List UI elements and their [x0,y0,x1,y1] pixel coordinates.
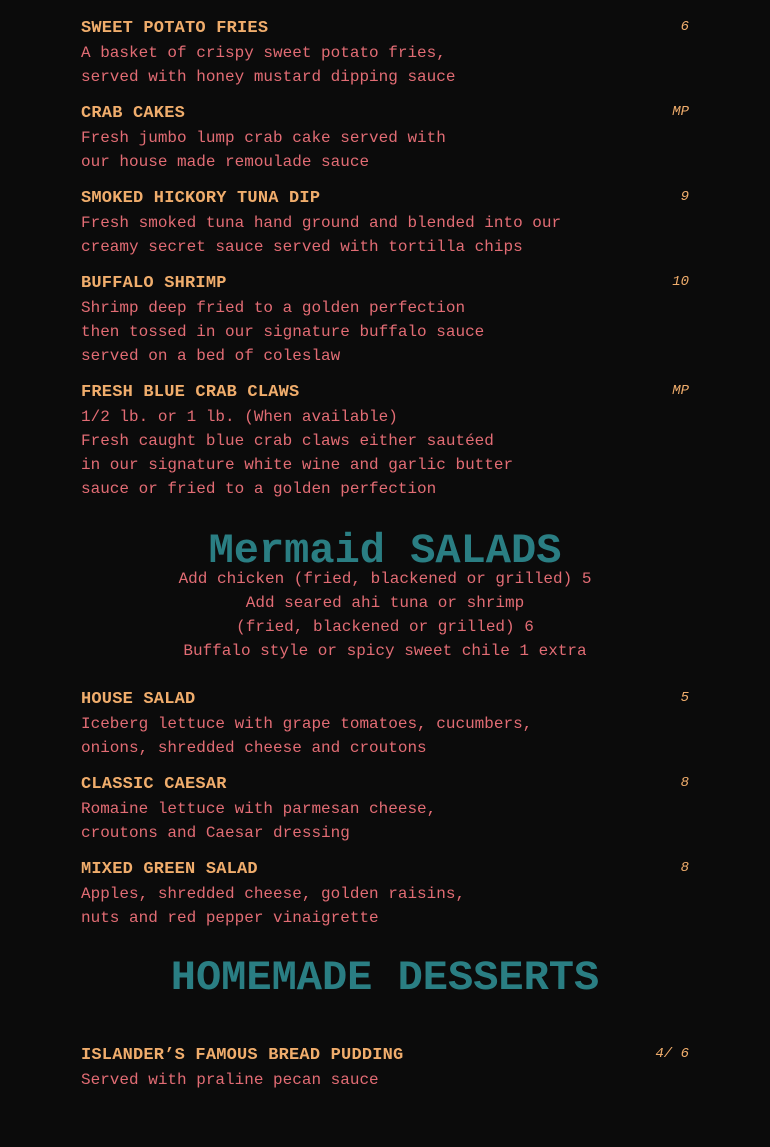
item-price: 8 [680,860,689,876]
menu-item-fresh-blue-crab-claws [81,381,689,501]
item-name: SWEET POTATO FRIES [81,19,269,38]
menu-item-buffalo-shrimp [81,272,689,368]
item-description: Iceberg lettuce with grape tomatoes, cucumbers, onions, shredded cheese and croutons [81,715,533,757]
menu-item-mixed-green-salad [81,858,689,930]
item-description: Served with praline pecan sauce [81,1071,379,1089]
section-title-salads: Mermaid SALADS [208,527,562,575]
item-description: Apples, shredded cheese, golden raisins, nuts and red pepper vinaigrette [81,885,466,927]
item-name: CLASSIC CAESAR [81,775,227,794]
item-description: A basket of crispy sweet potato fries, served with honey mustard dipping sauce [81,44,456,86]
menu-item-bread-pudding [81,1044,689,1092]
item-description: Fresh jumbo lump crab cake served with our house made remoulade sauce [81,129,446,171]
item-name: FRESH BLUE CRAB CLAWS [81,383,300,402]
menu-item-smoked-hickory-tuna-dip [81,187,689,259]
item-price: MP [672,104,689,120]
item-description: Shrimp deep fried to a golden perfection then tossed in our signature buffalo sauce served on a bed of coleslaw [81,299,485,365]
item-name: ISLANDER’S FAMOUS BREAD PUDDING [81,1046,404,1065]
item-price: 5 [680,690,689,706]
menu-item-sweet-potato-fries [81,17,689,89]
item-price: 6 [680,19,689,35]
item-description: 1/2 lb. or 1 lb. (When available) Fresh caught blue crab claws either sautéed in our signature white wine and garlic butter sauce or fried to a golden perfection [81,408,514,498]
menu [81,17,689,1105]
item-name: CRAB CAKES [81,104,186,123]
section-title-desserts: HOMEMADE DESSERTS [170,954,600,1002]
item-name: SMOKED HICKORY TUNA DIP [81,189,321,208]
menu-item-classic-caesar [81,773,689,845]
section-notes-salads: Add chicken (fried, blackened or grilled) 5 Add seared ahi tuna or shrimp (fried, blackened or grilled) 6 Buffalo style or spicy sweet chile 1 extra [178,570,592,660]
item-price: 8 [680,775,689,791]
item-price: 10 [672,274,689,290]
menu-item-house-salad [81,688,689,760]
item-price: 9 [680,189,689,205]
item-description: Romaine lettuce with parmesan cheese, croutons and Caesar dressing [81,800,437,842]
item-name: BUFFALO SHRIMP [81,274,227,293]
item-price: 4/ 6 [655,1046,689,1062]
menu-item-crab-cakes [81,102,689,174]
item-description: Fresh smoked tuna hand ground and blended into our creamy secret sauce served with tortilla chips [81,214,562,256]
item-price: MP [672,383,689,399]
item-name: MIXED GREEN SALAD [81,860,258,879]
item-name: HOUSE SALAD [81,690,196,709]
